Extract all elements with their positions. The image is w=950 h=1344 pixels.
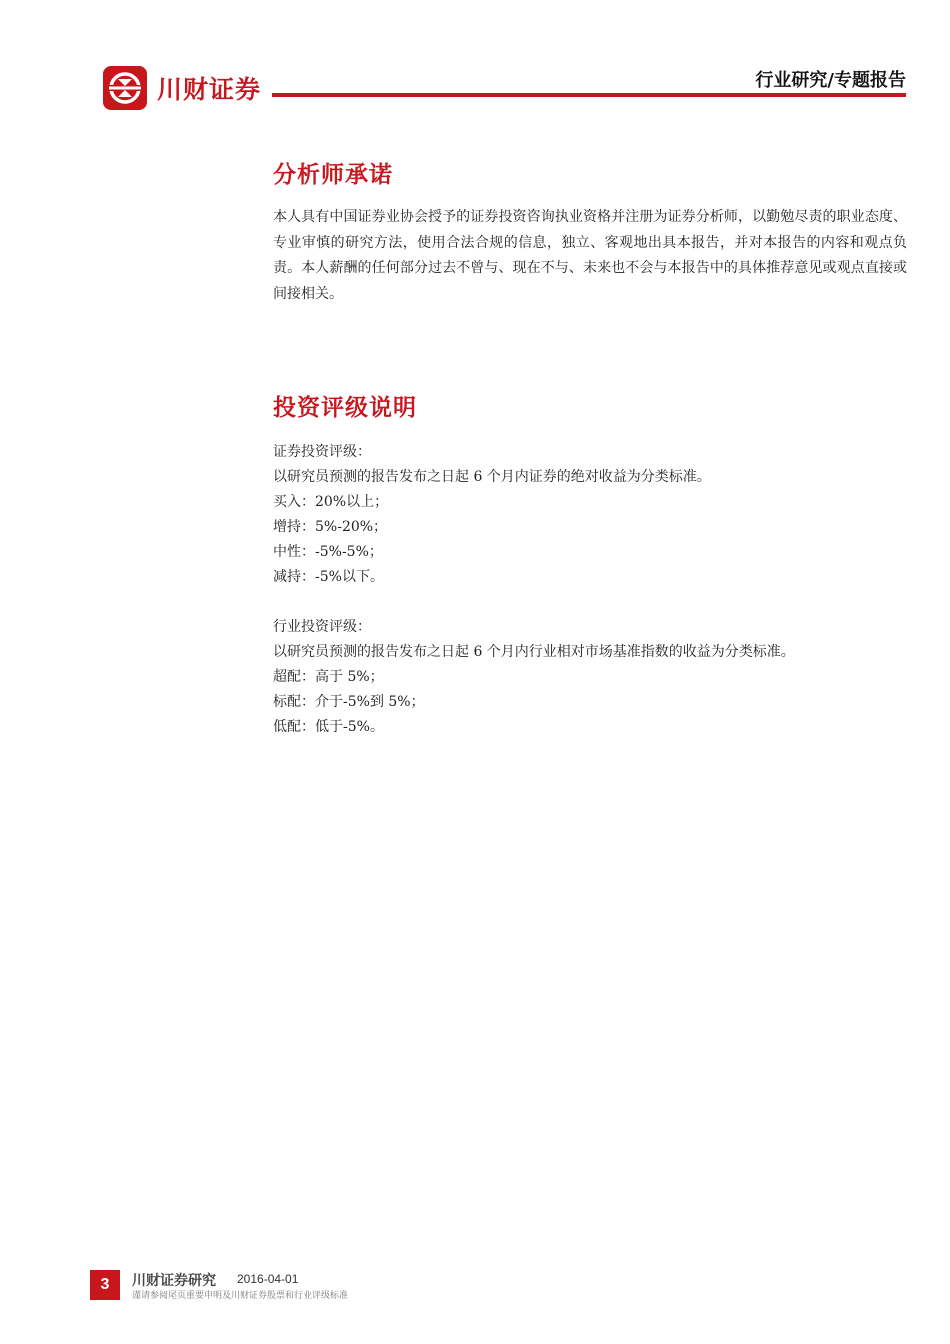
brand-logo — [103, 66, 271, 110]
analyst-commitment-heading: 分析师承诺 — [273, 161, 393, 188]
footer-org: 川财证券研究 — [132, 1273, 216, 1289]
header-divider — [272, 93, 906, 97]
page-number: 3 — [90, 1270, 120, 1300]
logo-text: 川财证券 — [157, 75, 262, 104]
industry-rating-item: 标配：介于-5%到 5%； — [273, 694, 425, 710]
report-type-title: 行业研究/专题报告 — [755, 70, 906, 91]
stock-rating-item: 减持：-5%以下。 — [273, 569, 384, 585]
stock-rating-item: 中性：-5%-5%； — [273, 544, 383, 560]
industry-rating-item: 超配：高于 5%； — [273, 669, 384, 685]
industry-rating-standard: 以研究员预测的报告发布之日起 6 个月内行业相对市场基准指数的收益为分类标准。 — [273, 644, 795, 660]
stock-rating-item: 增持：5%-20%； — [273, 519, 388, 535]
stock-rating-standard: 以研究员预测的报告发布之日起 6 个月内证券的绝对收益为分类标准。 — [273, 469, 711, 485]
stock-rating-title: 证券投资评级： — [273, 444, 371, 460]
stock-rating-item: 买入：20%以上； — [273, 494, 389, 510]
footer-date: 2016-04-01 — [237, 1272, 299, 1286]
analyst-commitment-body: 本人具有中国证券业协会授予的证券投资咨询执业资格并注册为证券分析师，以勤勉尽责的职业态度、专业审慎的研究方法，使用合法合规的信息，独立、客观地出具本报告，并对本报告的内容和观点负责。本人薪酬的任何部分过去不曾与、现在不与、未来也不会与本报告中的具体推荐意见或观点直接或间接相关。 — [273, 209, 907, 302]
footer-disclaimer: 谨请参阅尾页重要申明及川财证券股票和行业评级标准 — [132, 1291, 349, 1301]
rating-explanation-heading: 投资评级说明 — [273, 394, 417, 421]
industry-rating-item: 低配：低于-5%。 — [273, 719, 384, 735]
industry-rating-title: 行业投资评级： — [273, 619, 371, 635]
chuancai-logo-icon — [103, 66, 147, 110]
